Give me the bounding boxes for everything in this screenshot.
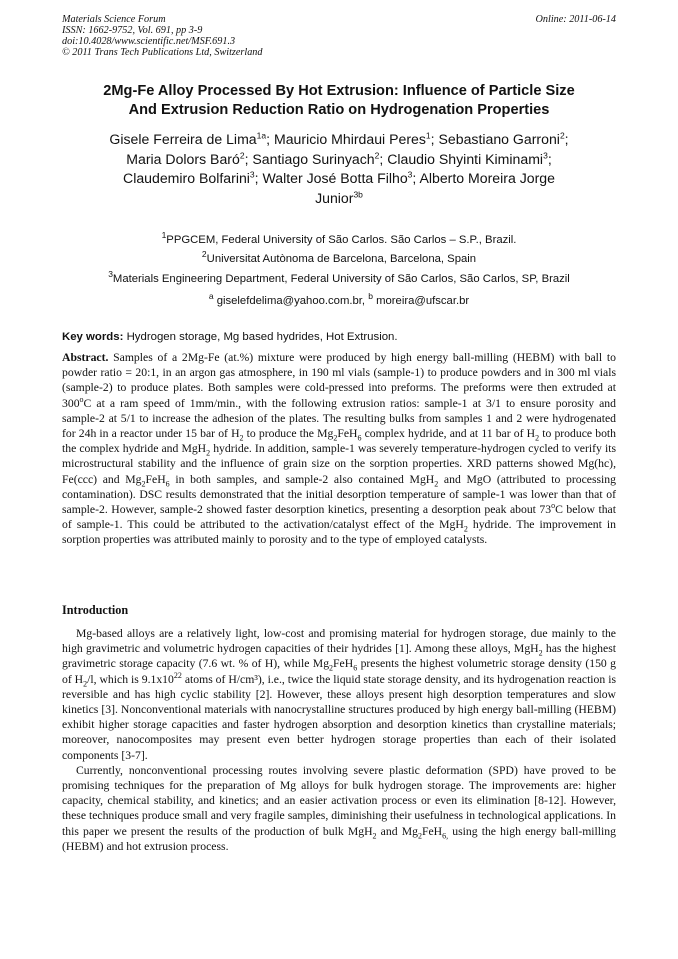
author: ; Walter José Botta Filho bbox=[254, 170, 408, 186]
author-separator: ; bbox=[564, 131, 569, 147]
title-line-2: And Extrusion Reduction Ratio on Hydrogenation Properties bbox=[128, 101, 550, 118]
affil-text: Materials Engineering Department, Federal University of São Carlos, São Carlos, SP, Brazil bbox=[112, 273, 570, 285]
title-line-1: 2Mg-Fe Alloy Processed By Hot Extrusion: Influence of Particle Size bbox=[103, 83, 575, 99]
affil-mark: 2 bbox=[201, 249, 207, 260]
author-affil-mark: 2 bbox=[559, 130, 565, 141]
author: Claudemiro Bolfarini bbox=[123, 170, 250, 186]
affil-text: PPGCEM, Federal University of São Carlos. São Carlos – S.P., Brazil. bbox=[166, 234, 517, 246]
author-list bbox=[62, 130, 616, 208]
email-mark: b bbox=[368, 291, 373, 302]
author-affil-mark: 3 bbox=[407, 169, 413, 180]
journal-name: Materials Science Forum bbox=[62, 14, 166, 25]
intro-paragraph-1: Mg-based alloys are a relatively light, low-cost and promising material for hydrogen storage, due mainly to the high gravimetric and volumetric hydrogen capacities of their hydrides [1]. Among these alloys, MgH$_2$ has the highest gravimetric storage capacity (7.6 wt. % of H), while $Mg_2FeH_6$ presents the highest volumetric storage density (150 g of $H_2/l$, which is $9.1x10^{22}$ atoms of H/cm³), i.e., twice the liquid state storage density, and its hydrogenation reaction is reversible and has high cyclic stability [2]. However, these alloys present high desorption temperatures and slow kinetics [3]. Nonconventional materials with nanocrystalline structures produced by high energy ball-milling (HEBM) exhibit higher storage capacities and faster hydrogen absorption and desorption kinetics than crystalline materials; moreover, nanocomposites may present even better hydrogen storage properties than each of their isolated components [3-7]. bbox=[62, 627, 617, 762]
email-address: giselefdelima@yahoo.com.br, bbox=[213, 295, 369, 307]
author: ; Mauricio Mhirdaui Peres bbox=[266, 131, 426, 147]
author-affil-mark: 1a bbox=[256, 130, 267, 141]
author-affil-mark: 3b bbox=[353, 188, 363, 199]
author: Maria Dolors Baró bbox=[126, 150, 240, 167]
author-affil-mark: 2 bbox=[239, 149, 245, 160]
affiliation-3 bbox=[62, 269, 616, 286]
introduction-block bbox=[62, 626, 616, 854]
author-affil-mark: 3 bbox=[249, 169, 255, 180]
author: ; Alberto Moreira Jorge bbox=[412, 170, 555, 186]
paper-title bbox=[62, 82, 616, 119]
author: ; Claudio Shyinti Kiminami bbox=[379, 150, 544, 167]
intro-paragraph-2: Currently, nonconventional processing routes involving severe plastic deformation (SPD) have proved to be promising techniques for the preparation of Mg alloys for bulk hydrogen storage. The improvements are: higher capacity, chemical stability, and kinetics; and an easier activation process or even its elimination [8-12]. However, these techniques produce small and very fragile samples, diminishing their usefulness in technological applications. In this paper we present the results of the production of bulk MgH$_2$ and $Mg_2FeH_{6,}$ using the high energy ball-milling (HEBM) and hot extrusion process. bbox=[62, 763, 616, 853]
affil-mark: 1 bbox=[161, 230, 167, 241]
affil-text: Universitat Autònoma de Barcelona, Barcelona, Spain bbox=[206, 253, 477, 265]
email-address: moreira@ufscar.br bbox=[372, 295, 470, 307]
affiliation-2 bbox=[62, 249, 616, 266]
author: Gisele Ferreira de Lima bbox=[109, 131, 257, 147]
introduction-heading: Introduction bbox=[62, 603, 129, 617]
journal-header bbox=[62, 14, 616, 58]
author: ; Sebastiano Garroni bbox=[430, 131, 560, 147]
author-affil-mark: 1 bbox=[425, 130, 431, 141]
issn-line: ISSN: 1662-9752, Vol. 691, pp 3-9 bbox=[62, 25, 203, 36]
author: Junior bbox=[315, 189, 354, 206]
online-date: Online: 2011-06-14 bbox=[535, 14, 616, 25]
author-affil-mark: 3 bbox=[543, 149, 548, 160]
keywords-label: Key words: bbox=[62, 331, 124, 343]
author-affil-mark: 2 bbox=[374, 149, 380, 160]
author-separator: ; bbox=[547, 150, 552, 167]
copyright-line: © 2011 Trans Tech Publications Ltd, Switzerland bbox=[62, 47, 263, 58]
abstract-paragraph: Abstract. Samples of a 2Mg-Fe (at.%) mixture were produced by high energy ball-milling (HEBM) with ball to powder ratio = 20:1, in an argon gas atmosphere, in 190 ml vials (sample-1) to produce powders and in 300 ml vials (sample-2) to produce plates. Both samples were cold-pressed into preforms. The preforms were then extruded at 300$^o$C at a ram speed of 1mm/min., with the following extrusion ratios: sample-1 at 3/1 to ensure porosity and sample-2 at 5/1 to increase the adhesion of the plates. The resulting bulks from samples 1 and 2 were hydrogenated for 24h in a reactor under 15 bar of $H_2$ to produce the $Mg_2FeH_6$ complex hydride, and at 11 bar of $H_2$ to produce both the complex hydride and MgH$_2$ hydride. In addition, sample-1 was severely temperature-hydrogen cycled to verify its microstructural stability and the influence of grain size on the sorption properties. XRD patterns showed Mg(hc), Fe(ccc) and $Mg_2FeH_6$ in both samples, and sample-2 also contained MgH$_2$ and MgO (attributed to processing contamination). DSC results demonstrated that the initial desorption temperature of sample-1 was lower than that of sample-2. However, sample-2 showed faster desorption kinetics, presenting a desorption peak about 73$^o$C below that of sample-1. This could be attributed to the activation/catalyst effect of the MgH$_2$ hydride. The improvement in sorption properties was attributed mainly to porosity and to the type of employed catalysts. bbox=[62, 351, 616, 547]
author: ; Santiago Surinyach bbox=[244, 150, 375, 167]
doi-line: doi:10.4028/www.scientific.net/MSF.691.3 bbox=[62, 36, 236, 47]
affil-mark: 3 bbox=[108, 269, 113, 280]
keywords bbox=[62, 330, 616, 344]
email-mark: a bbox=[208, 291, 214, 302]
email-line bbox=[62, 291, 616, 308]
keywords-text: Hydrogen storage, Mg based hydrides, Hot Extrusion. bbox=[123, 331, 398, 343]
abstract-label: Abstract. bbox=[62, 351, 109, 364]
affiliation-1 bbox=[62, 230, 616, 247]
abstract-block bbox=[62, 350, 616, 548]
